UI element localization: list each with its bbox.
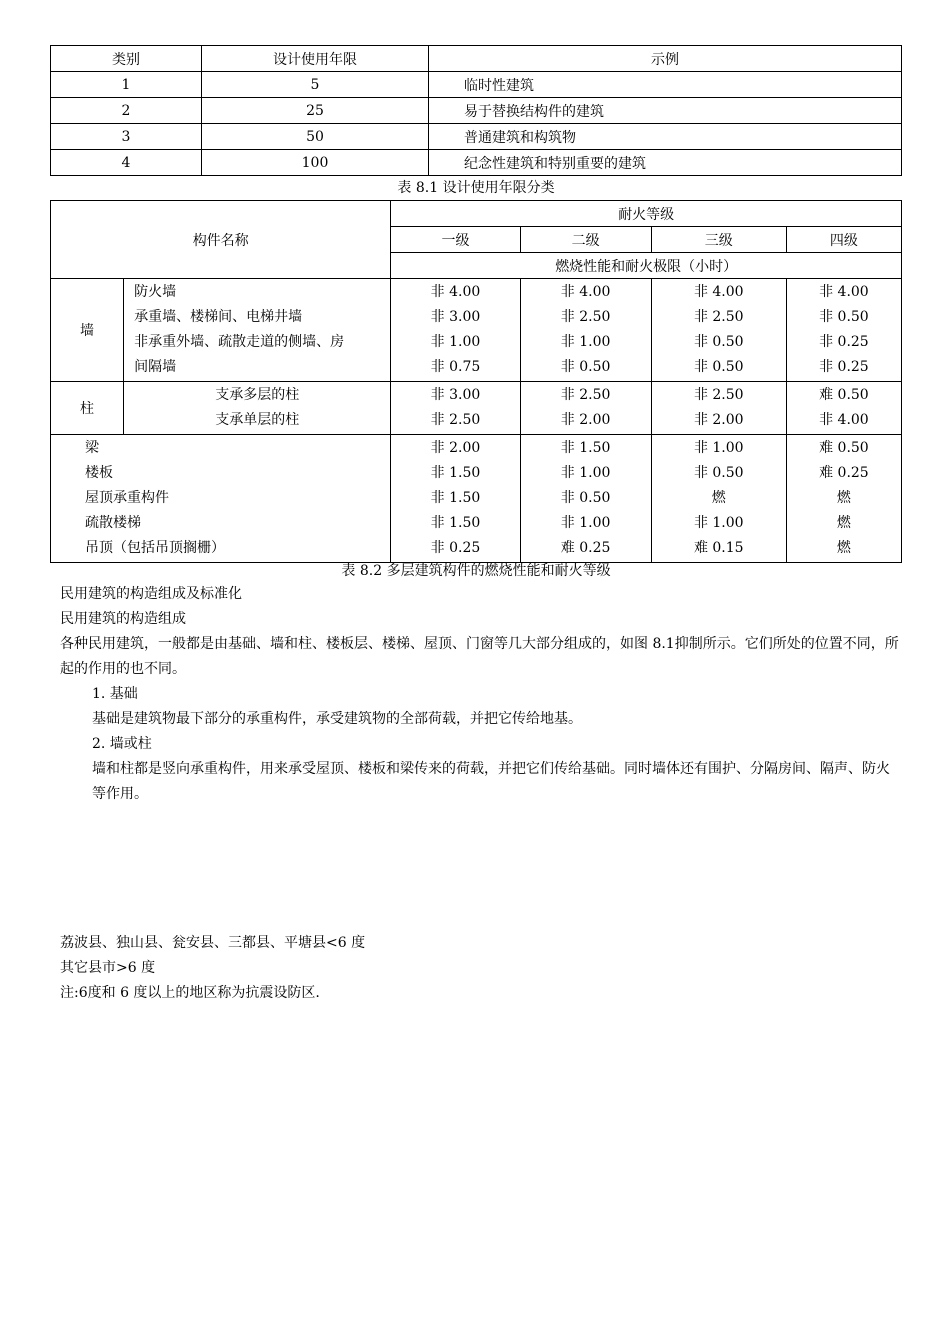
value: 非 0.50	[693, 334, 744, 350]
value: 非 1.50	[430, 465, 481, 481]
table-row	[51, 98, 902, 124]
header-grade-2: 二级	[520, 227, 651, 253]
group-label-column: 柱	[51, 382, 124, 435]
header-grade-1: 一级	[391, 227, 520, 253]
table-row	[51, 150, 902, 176]
value: 非 0.50	[819, 309, 869, 325]
table-row	[51, 124, 902, 150]
value: 非 2.50	[693, 309, 744, 325]
value: 非 0.50	[693, 359, 744, 375]
value: 非 4.00	[560, 284, 611, 300]
item-1-title: 1. 基础	[92, 686, 138, 702]
value: 非 2.50	[560, 309, 611, 325]
column-grade-3-values	[651, 382, 786, 435]
column-grade-2-values	[520, 382, 651, 435]
design-life-table	[50, 45, 902, 176]
cell-example: 临时性建筑	[429, 72, 902, 98]
value: 非 1.50	[560, 440, 611, 456]
header-category: 类别	[51, 46, 202, 72]
value: 非 1.00	[560, 515, 611, 531]
value: 非 2.00	[560, 412, 611, 428]
header-example: 示例	[429, 46, 902, 72]
list-item: 支承多层的柱	[215, 387, 300, 403]
list-item: 承重墙、楼梯间、电梯井墙	[134, 309, 303, 325]
table-row-column	[51, 382, 902, 435]
item-2-title: 2. 墙或柱	[92, 736, 152, 752]
wall-grade-4-values	[786, 279, 901, 382]
group-label-wall: 墙	[51, 279, 124, 382]
list-item: 屋顶承重构件	[85, 490, 169, 506]
value: 非 1.00	[430, 334, 481, 350]
column-items	[124, 382, 391, 435]
value: 非 3.00	[430, 309, 481, 325]
cell-category: 2	[51, 98, 202, 124]
other-grade-4-values	[786, 435, 901, 563]
value: 燃	[711, 490, 726, 506]
column-grade-4-values	[786, 382, 901, 435]
table-header-row	[51, 46, 902, 72]
seismic-note-3: 注:6度和 6 度以上的地区称为抗震设防区.	[60, 985, 320, 1001]
value: 非 2.00	[693, 412, 744, 428]
cell-years: 50	[202, 124, 429, 150]
other-grade-3-values	[651, 435, 786, 563]
value: 难 0.15	[693, 540, 744, 556]
cell-example: 普通建筑和构筑物	[429, 124, 902, 150]
header-grade-4: 四级	[786, 227, 901, 253]
cell-years: 5	[202, 72, 429, 98]
seismic-note-1: 荔波县、独山县、瓮安县、三都县、平塘县<6 度	[60, 935, 366, 951]
list-item: 间隔墙	[134, 359, 177, 375]
header-fire-grade: 耐火等级	[391, 201, 902, 227]
header-grade-3: 三级	[651, 227, 786, 253]
value: 非 1.00	[693, 440, 744, 456]
value: 难 0.25	[819, 465, 869, 481]
value: 燃	[836, 515, 851, 531]
fire-resistance-table	[50, 200, 902, 563]
wall-grade-3-values	[651, 279, 786, 382]
value: 非 1.50	[430, 490, 481, 506]
value: 非 0.50	[693, 465, 744, 481]
table-caption-8-1: 表 8.1 设计使用年限分类	[397, 180, 555, 196]
list-item: 疏散楼梯	[85, 515, 141, 531]
other-grade-2-values	[520, 435, 651, 563]
list-item: 吊顶（包括吊顶搁栅）	[85, 540, 225, 556]
cell-example: 易于替换结构件的建筑	[429, 98, 902, 124]
value: 难 0.50	[819, 440, 869, 456]
list-item: 梁	[85, 440, 99, 456]
table-caption-8-2: 表 8.2 多层建筑构件的燃烧性能和耐火等级	[341, 563, 611, 579]
cell-example: 纪念性建筑和特别重要的建筑	[429, 150, 902, 176]
table-row-wall	[51, 279, 902, 382]
subsection-heading: 民用建筑的构造组成	[60, 611, 186, 627]
value: 难 0.50	[819, 387, 869, 403]
value: 非 1.00	[693, 515, 744, 531]
item-1-text: 基础是建筑物最下部分的承重构件，承受建筑物的全部荷载，并把它传给地基。	[92, 711, 582, 727]
value: 非 4.00	[693, 284, 744, 300]
value: 非 2.50	[430, 412, 481, 428]
value: 非 1.00	[560, 465, 611, 481]
other-grade-1-values	[391, 435, 520, 563]
value: 燃	[836, 540, 851, 556]
value: 燃	[836, 490, 851, 506]
value: 非 0.50	[560, 490, 611, 506]
cell-years: 100	[202, 150, 429, 176]
cell-category: 1	[51, 72, 202, 98]
value: 非 2.00	[430, 440, 481, 456]
wall-grade-1-values	[391, 279, 520, 382]
value: 非 4.00	[819, 284, 869, 300]
value: 非 3.00	[430, 387, 481, 403]
value: 非 4.00	[819, 412, 869, 428]
value: 非 0.50	[560, 359, 611, 375]
section-heading: 民用建筑的构造组成及标准化	[60, 586, 242, 602]
wall-items	[124, 279, 391, 382]
value: 非 0.75	[430, 359, 481, 375]
value: 非 4.00	[430, 284, 481, 300]
value: 非 0.25	[819, 334, 869, 350]
value: 难 0.25	[560, 540, 611, 556]
cell-category: 4	[51, 150, 202, 176]
value: 非 1.00	[560, 334, 611, 350]
value: 非 1.50	[430, 515, 481, 531]
header-design-life: 设计使用年限	[202, 46, 429, 72]
cell-years: 25	[202, 98, 429, 124]
seismic-note-2: 其它县市>6 度	[60, 960, 156, 976]
header-sub: 燃烧性能和耐火极限（小时）	[391, 253, 902, 279]
value: 非 2.50	[693, 387, 744, 403]
item-2-text: 墙和柱都是竖向承重构件，用来承受屋顶、楼板和梁传来的荷载，并把它们传给基础。同时墙体还有围护、分隔房间、隔声、防火等作用。	[92, 761, 890, 802]
list-item: 防火墙	[134, 284, 177, 300]
value: 非 0.25	[819, 359, 869, 375]
value: 非 2.50	[560, 387, 611, 403]
wall-grade-2-values	[520, 279, 651, 382]
other-items	[51, 435, 391, 563]
list-item: 楼板	[85, 465, 113, 481]
cell-category: 3	[51, 124, 202, 150]
table-row-other	[51, 435, 902, 563]
value: 非 0.25	[430, 540, 481, 556]
column-grade-1-values	[391, 382, 520, 435]
table-row	[51, 72, 902, 98]
list-item: 非承重外墙、疏散走道的侧墙、房	[134, 334, 345, 350]
list-item: 支承单层的柱	[215, 412, 300, 428]
table-header-row	[51, 201, 902, 227]
intro-paragraph: 各种民用建筑，一般都是由基础、墙和柱、楼板层、楼梯、屋顶、门窗等几大部分组成的，如图 8.1抑制所示。它们所处的位置不同，所起的作用的也不同。	[60, 636, 899, 677]
header-component-name: 构件名称	[51, 201, 391, 279]
